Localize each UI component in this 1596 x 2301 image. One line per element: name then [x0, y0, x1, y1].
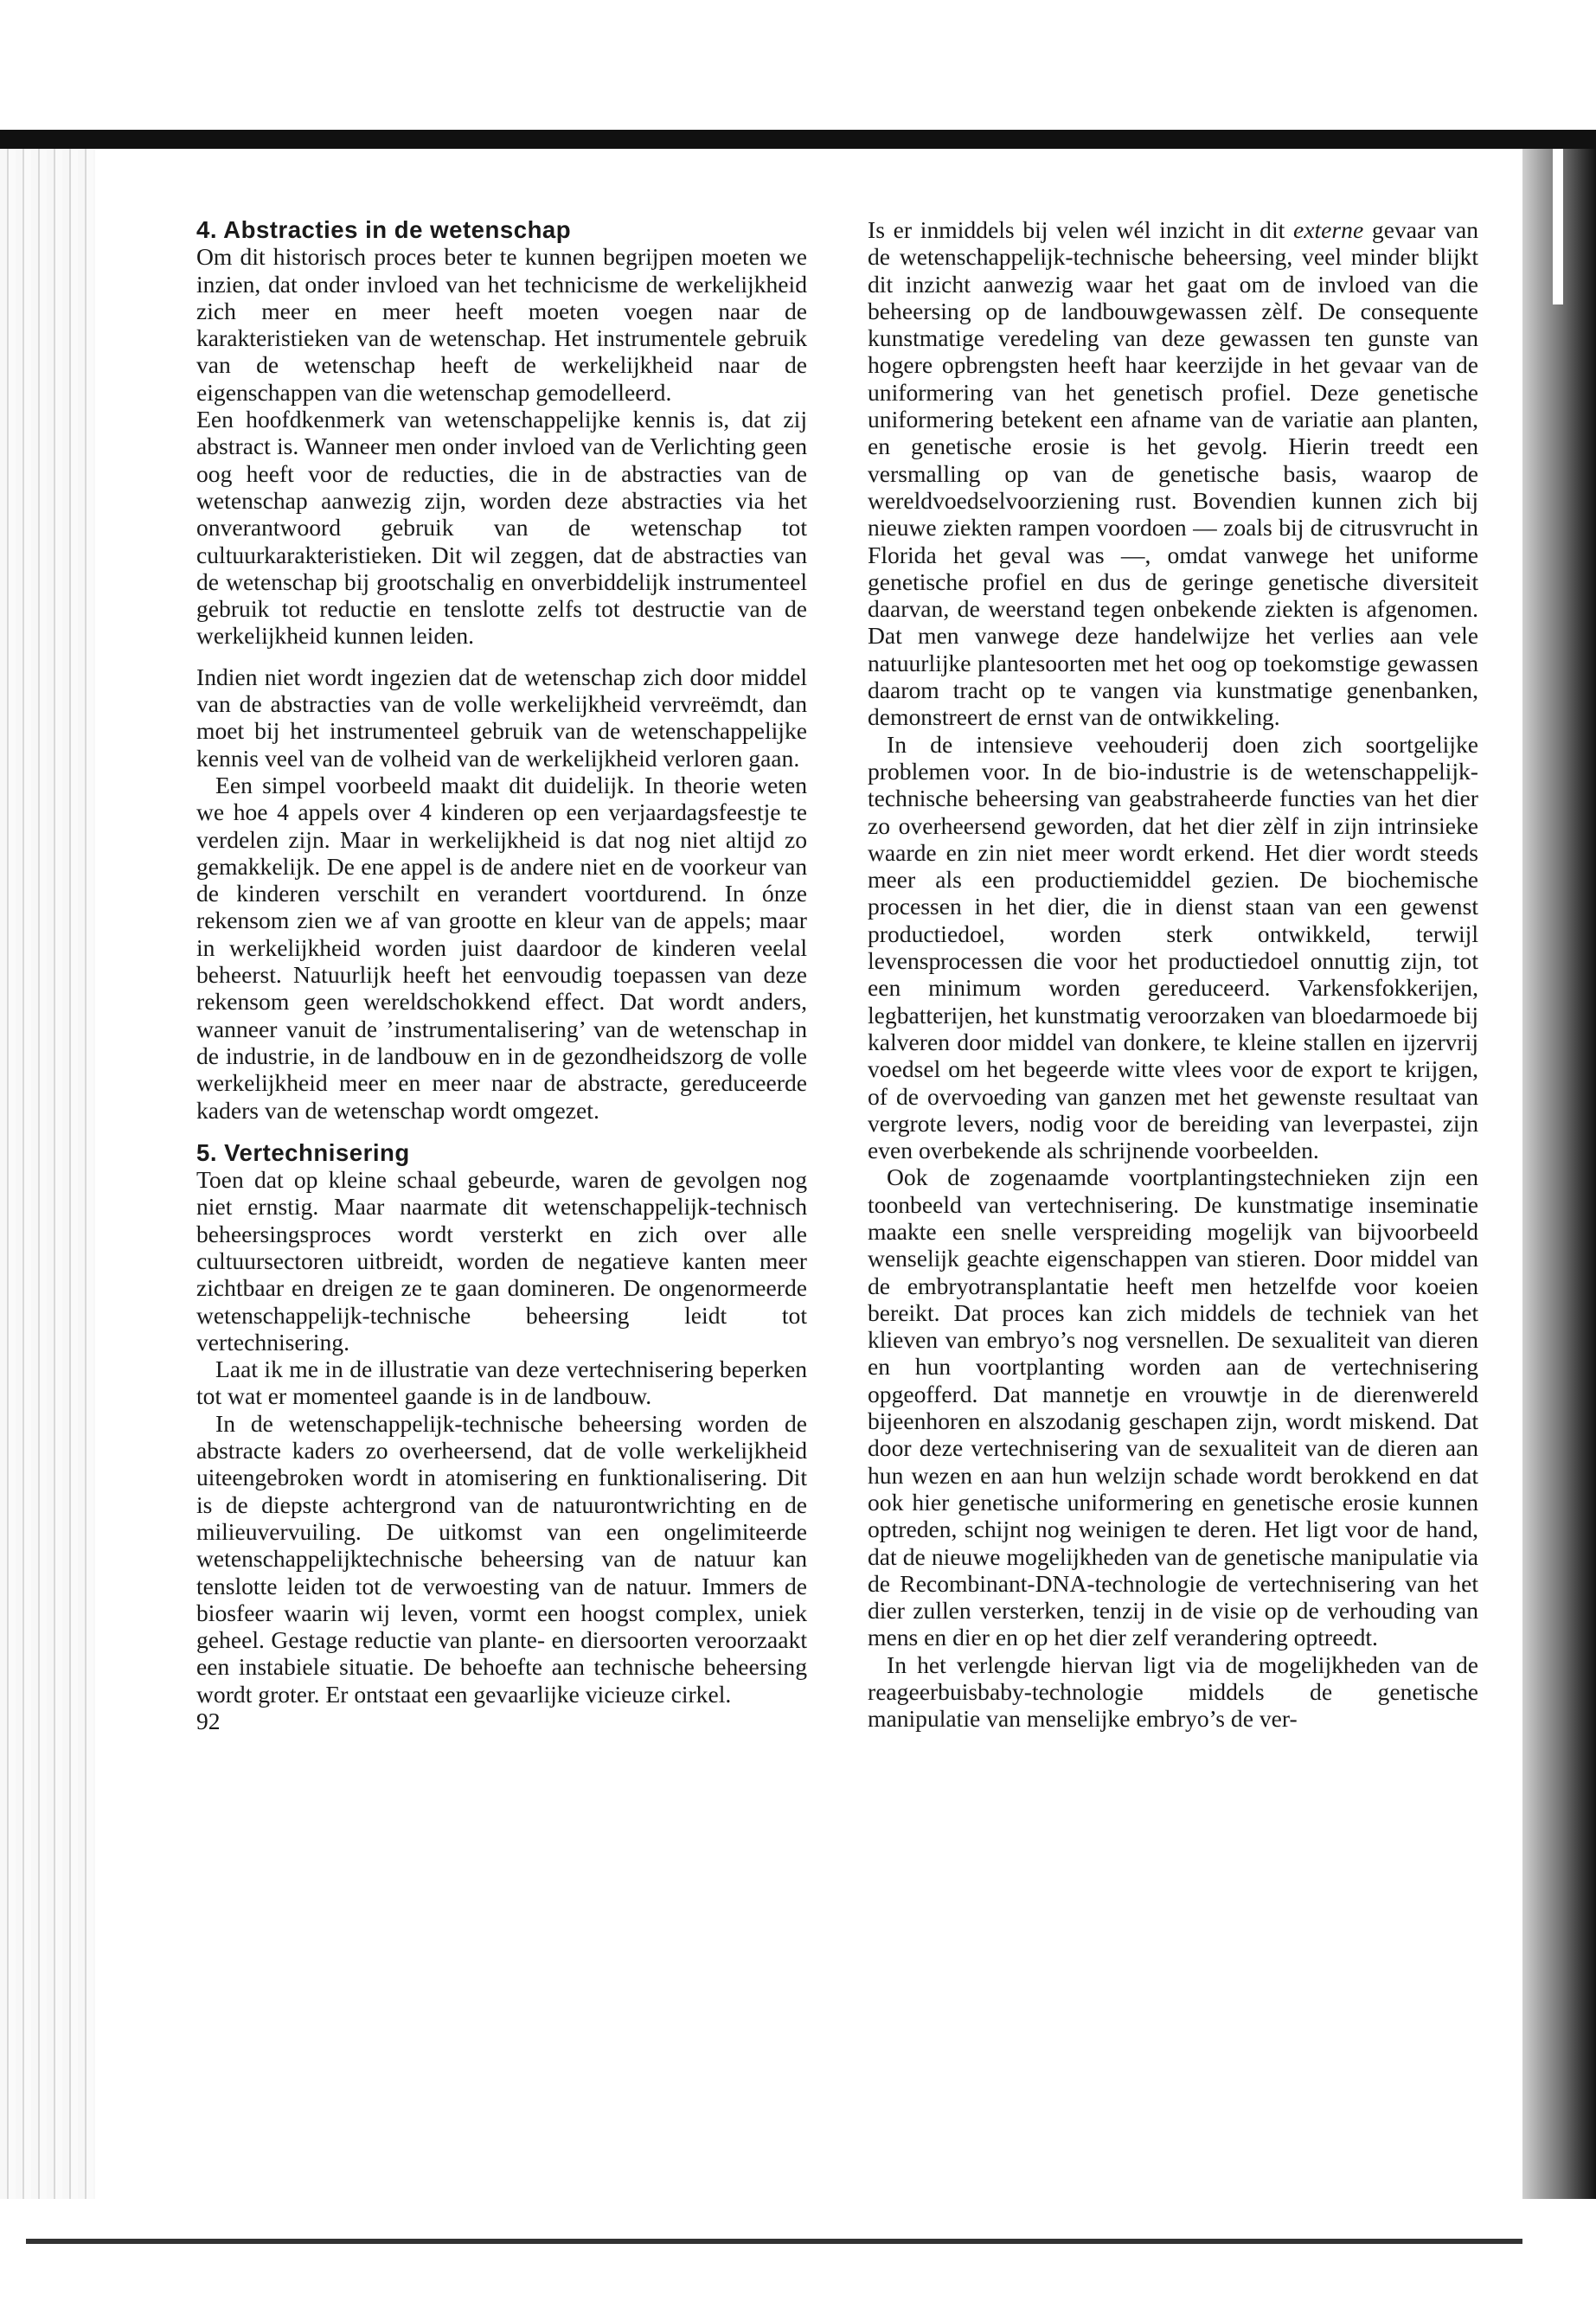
right-paragraph-3: Ook de zogenaamde voortplantingstechnieken zijn een toonbeeld van vertechnisering. De kunstmatige inseminatie maakte een snelle verspreiding mogelijk van bijvoorbeeld wenselijk geachte eigenschappen van stieren. Door middel van de embryotransplantatie heeft men hetzelfde voor koeien bereikt. Dat proces kan zich middels de techniek van het klieven van embryo’s nog versnellen. De sexualiteit van dieren en hun voortplanting worden aan de vertechnisering opgeofferd. Dat mannetje en vrouwtje in de dierenwereld bijeenhoren en alszodanig geschapen zijn, wordt miskend. Dat door deze vertechnisering van de sexualiteit van de dieren aan hun wezen en aan hun welzijn schade wordt berokkend en dat ook hier genetische uniformering en genetische erosie kunnen optreden, schijnt nog weinigen te deren. Het ligt voor de hand, dat de nieuwe mogelijkheden van de genetische manipulatie via de Recombinant-DNA-technologie de vertechnisering van het dier zullen versterken, tenzij in de visie op de verhouding van mens en dier en op het dier zelf verandering optreedt. — [868, 1163, 1478, 1651]
scan-top-bar — [0, 130, 1596, 149]
page-number: 92 — [196, 1708, 221, 1735]
section-4-paragraph-2: Een hoofdkenmerk van wetenschappelijke kennis is, dat zij abstract is. Wanneer men onder invloed van de Verlichting geen oog heeft voor de reducties, die in de abstracties van de wetenschap aanwezig zijn, worden deze abstracties via het onverantwoord gebruik van de wetenschap tot cultuurkarakteristieken. Dit wil zeggen, dat de abstracties van de wetenschap bij grootschalig en onverbiddelijk instrumenteel gebruik tot reductie en tenslotte zelfs tot destructie van de werkelijkheid kunnen leiden. — [196, 406, 807, 650]
section-4-paragraph-3: Indien niet wordt ingezien dat de wetenschap zich door middel van de abstracties van de volle werkelijkheid vervreëmdt, dan moet bij het instrumenteel gebruik van de wetenschappelijke kennis veel van de volheid van de werkelijkheid verloren gaan. — [196, 663, 807, 772]
spine-notch — [1553, 149, 1563, 304]
left-column — [196, 216, 807, 1734]
section-5-paragraph-1: Toen dat op kleine schaal gebeurde, waren de gevolgen nog niet ernstig. Maar naarmate dit wetenschappelijk-technisch beheersingsproces wordt versterkt en zich over alle cultuursectoren uitbreidt, worden de negatieve kanten meer zichtbaar en dreigen ze te gaan domineren. De ongenormeerde wetenschappelijk-technische beheersing leidt tot vertechnisering. — [196, 1166, 807, 1356]
section-4-heading: 4. Abstracties in de wetenschap — [196, 216, 572, 243]
section-4-paragraph-1: Om dit historisch proces beter te kunnen begrijpen moeten we inzien, dat onder invloed van het technicisme de werkelijkheid zich meer en meer heeft moeten voegen naar de karakteristieken van de wetenschap. Het instrumentele gebruik van de wetenschap heeft de werkelijkheid naar de eigenschappen van die wetenschap gemodelleerd. — [196, 243, 807, 406]
right-column — [868, 216, 1478, 1733]
book-spine-shadow — [1522, 149, 1596, 2199]
section-5-paragraph-2: Laat ik me in de illustratie van deze vertechnisering beperken tot wat er momenteel gaande is in de landbouw. — [196, 1356, 807, 1410]
book-page-edges — [0, 149, 95, 2199]
right-paragraph-1 — [868, 216, 1478, 731]
section-5-paragraph-3: In de wetenschappelijk-technische beheersing worden de abstracte kaders zo overheersend, dat de volle werkelijkheid uiteengebroken wordt in atomisering en funktionalisering. Dit is de diepste achtergrond van de natuurontwrichting en de milieuvervuiling. De uitkomst van een ongelimiteerde wetenschappelijktechnische beheersing van de natuur kan tenslotte leiden tot de verwoesting van de natuur. Immers de biosfeer waarin wij leven, vormt een hoogst complex, uniek geheel. Gestage reductie van plante- en diersoorten veroorzaakt een instabiele situatie. De behoefte aan technische beheersing wordt groter. Er ontstaat een gevaarlijke vicieuze cirkel. — [196, 1409, 807, 1708]
emphasis-externe: externe — [1293, 216, 1364, 243]
book-page — [95, 149, 1522, 2239]
right-paragraph-1-rest: gevaar van de wetenschappelijk-technische beheersing, veel minder blijkt dit inzicht aanwezig waar het gaat om de invloed van die beheersing op de landbouwgewassen zèlf. De consequente kunstmatige veredeling van deze gewassen ten gunste van hogere opbrengsten heeft haar keerzijde in het gevaar van de uniformering van het genetisch profiel. Deze genetische uniformering betekent een afname van de variatie aan planten, en genetische erosie is het gevolg. Hierin treedt een versmalling op van de genetische basis, waarop de wereldvoedselvoorziening rust. Bovendien kunnen zich bij nieuwe ziekten rampen voordoen — zoals bij de citrusvrucht in Florida het geval was —, omdat vanwege het uniforme genetische profiel en dus de geringe genetische diversiteit daarvan, de weerstand tegen onbekende ziekten is afgenomen. Dat men vanwege deze handelwijze het verlies aan vele natuurlijke plantesoorten met het oog op toekomstige gewassen daarom tracht op te vangen via kunstmatige genenbanken, demonstreert de ernst van de ontwikkeling. — [868, 216, 1478, 731]
section-4-paragraph-4: Een simpel voorbeeld maakt dit duidelijk. In theorie weten we hoe 4 appels over 4 kinderen op een verjaardagsfeestje te verdelen zijn. Maar in werkelijkheid is dat nog niet altijd zo gemakkelijk. De ene appel is de andere niet en de voorkeur van de kinderen verschilt en verandert voortdurend. In ónze rekensom zien we af van grootte en kleur van de appels; maar in werkelijkheid worden juist daardoor de kinderen veelal beheerst. Natuurlijk heeft het eenvoudig toepassen van deze rekensom geen wereldschokkend effect. Dat wordt anders, wanneer vanuit de ’instrumentalisering’ van de wetenschap in de industrie, in de landbouw en in de gezondheidszorg de volle werkelijkheid meer en meer naar de abstracte, gereduceerde kaders van de wetenschap wordt omgezet. — [196, 771, 807, 1124]
right-paragraph-4: In het verlengde hiervan ligt via de mogelijkheden van de reageerbuisbaby-technologie middels de genetische manipulatie van menselijke embryo’s de ver- — [868, 1650, 1478, 1733]
scan-bottom-line — [26, 2239, 1522, 2244]
section-5-heading: 5. Vertechnisering — [196, 1138, 410, 1166]
right-paragraph-1-start: Is er inmiddels bij velen wél inzicht in dit — [868, 216, 1293, 243]
right-paragraph-2: In de intensieve veehouderij doen zich soortgelijke problemen voor. In de bio-industrie is de wetenschappelijk-technische beheersing van geabstraheerde functies van het dier zo overheersend geworden, dat het dier zèlf in zijn intrinsieke waarde en zin niet meer wordt erkend. Het dier wordt steeds meer als een productiemiddel gezien. De biochemische processen in het dier, die in dienst staan van een gewenst productiedoel, worden sterk ontwikkeld, terwijl levensprocessen die voor het productiedoel onnuttig zijn, tot een minimum worden gereduceerd. Varkensfokkerijen, legbatterijen, het kunstmatig veroorzaken van bloedarmoede bij kalveren door middel van donkere, te kleine stallen en ijzervrij voedsel om het begeerde witte vlees voor de export te krijgen, of de overvoeding van ganzen met het gewenste resultaat van vergrote levers, nodig voor de bereiding van leverpastei, zijn even overbekende als schrijnende voorbeelden. — [868, 730, 1478, 1164]
